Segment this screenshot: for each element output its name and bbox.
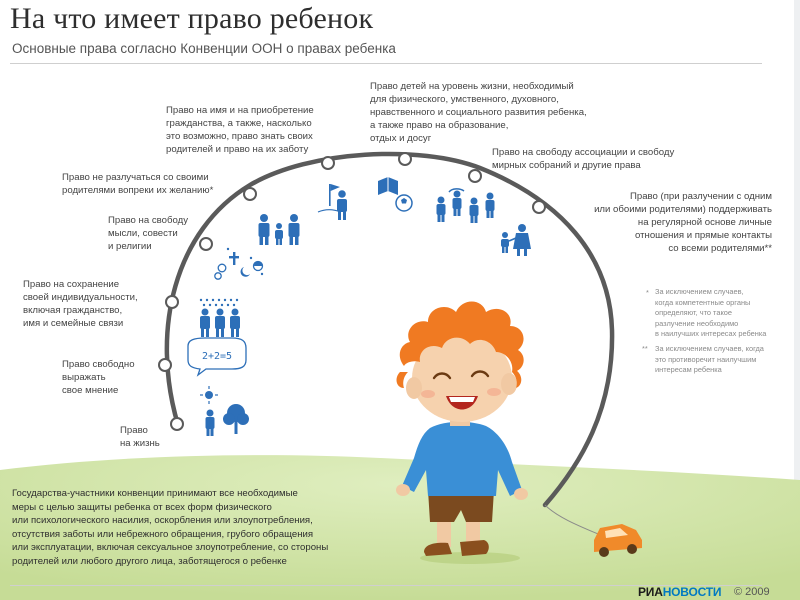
right-label-line: включая гражданство, <box>23 305 123 316</box>
right-label-freedom <box>108 214 188 253</box>
group-icon <box>437 189 495 223</box>
right-label-line: родителями вопреки их желанию* <box>62 185 214 196</box>
right-label-line: Право не разлучаться со своими <box>62 172 209 183</box>
right-label-living <box>370 80 587 145</box>
right-label-line: отношения и прямые контакты <box>635 230 772 241</box>
paragraph-line: родителей или любого другого лица, заботящегося о ребенке <box>12 555 287 567</box>
arc-node-separation <box>244 188 256 200</box>
right-label-line: Право на имя и на приобретение <box>166 105 314 116</box>
right-label-line: для физического, умственного, духовного, <box>370 94 559 105</box>
arc-node-name <box>322 157 334 169</box>
right-label-name <box>166 104 314 156</box>
arc-node-expression <box>159 359 171 371</box>
logo-novosti: НОВОСТИ <box>662 585 722 599</box>
boy-right-hand <box>514 488 528 500</box>
right-label-line: мысли, совести <box>108 228 178 239</box>
right-label-line: отдых и досуг <box>370 133 432 144</box>
arc-node-contact <box>533 201 545 213</box>
footnote-line: интересам ребенка <box>655 365 722 374</box>
board-text: 2+2=5 <box>201 351 233 362</box>
right-label-line: а также право на образование, <box>370 120 509 131</box>
right-label-line: гражданства, а также, насколько <box>166 118 312 129</box>
footnote-line: определяют, что такое <box>655 308 732 317</box>
page-subtitle: Основные права согласно Конвенции ООН о правах ребенка <box>12 41 396 56</box>
protection-paragraph <box>12 487 372 569</box>
paragraph-line: или эксплуатации, включая сексуальное злоупотребление, со стороны <box>12 542 329 554</box>
adult-and-child-icon <box>501 224 531 256</box>
footnote-line: это противоречит наилучшим <box>655 354 757 364</box>
title-divider <box>10 63 762 64</box>
right-label-contact <box>560 190 772 255</box>
right-label-expression <box>62 358 135 397</box>
right-label-line: это возможно, право знать своих <box>166 131 313 142</box>
right-label-life <box>120 424 160 450</box>
paragraph-line: или психологического насилия, оскорбления или злоупотребления, <box>12 515 313 527</box>
footnote-line: когда компетентные органы <box>655 297 751 307</box>
footnote-mark-1: * <box>646 288 649 297</box>
boy-left-hand <box>396 484 410 496</box>
arc-node-association <box>469 170 481 182</box>
footnote-1 <box>655 287 766 340</box>
arc-node-life <box>171 418 183 430</box>
footnote-line: За исключением случаев, когда <box>655 344 764 353</box>
right-label-line: Право на свободу ассоциации и свободу <box>492 147 675 158</box>
paragraph-line: меры с целью защиты ребенка от всех форм физического <box>12 501 272 513</box>
right-label-line: Право свободно <box>62 359 135 370</box>
family-icon <box>200 299 240 337</box>
paragraph-line: Государства-участники конвенции принимают все необходимые <box>12 488 298 499</box>
right-label-line: Право (при разлучении с одним <box>629 191 772 202</box>
book-and-ball-icon <box>378 177 412 211</box>
parents-child-icon <box>259 214 300 245</box>
right-label-line: и религии <box>108 241 152 252</box>
footnote-2 <box>655 344 764 376</box>
right-label-association <box>492 146 674 172</box>
right-label-line: имя и семейные связи <box>23 318 124 329</box>
ria-novosti-logo <box>638 585 721 599</box>
footnote-line: За исключением случаев, <box>655 287 744 296</box>
right-label-line: на регулярной основе личные <box>637 217 772 228</box>
speech-bubble-icon <box>188 338 246 375</box>
right-label-line: на жизнь <box>120 438 160 449</box>
footnote-line: разлучение необходимо <box>655 318 739 328</box>
logo-ria: РИА <box>638 585 663 599</box>
person-with-flag-icon <box>318 184 347 220</box>
arc-node-living <box>399 153 411 165</box>
copyright: © 2009 <box>734 586 770 598</box>
paragraph-line: отсутствия заботы или небрежного обращения, грубого обращения <box>12 528 314 540</box>
religion-symbols-icon <box>215 248 263 279</box>
page-title: На что имеет право ребенок <box>10 2 374 35</box>
right-label-line: свое мнение <box>62 385 119 396</box>
footnote-line: в наилучших интересах ребенка <box>655 329 767 338</box>
right-label-line: выражать <box>62 372 106 383</box>
life-icon <box>200 386 249 436</box>
arc-node-freedom <box>200 238 212 250</box>
right-label-line: со всеми родителями** <box>668 243 772 254</box>
right-label-line: родителей и право на их заботу <box>166 144 309 155</box>
right-label-line: мирных собраний и другие права <box>492 160 641 171</box>
right-label-line: нравственного и социального развития ребенка, <box>370 107 587 118</box>
arc-node-identity <box>166 296 178 308</box>
footnote-mark-2: ** <box>642 344 648 353</box>
right-label-line: Право на сохранение <box>23 279 120 290</box>
boy-right-shoe <box>460 540 489 556</box>
right-label-line: Право <box>120 425 148 436</box>
right-label-identity <box>23 278 138 330</box>
right-label-separation <box>62 171 213 197</box>
right-label-line: Право детей на уровень жизни, необходимый <box>370 81 574 92</box>
right-label-line: своей индивидуальности, <box>23 292 138 303</box>
right-label-line: или обоими родителями) поддерживать <box>594 204 772 215</box>
right-label-line: Право на свободу <box>108 215 188 226</box>
